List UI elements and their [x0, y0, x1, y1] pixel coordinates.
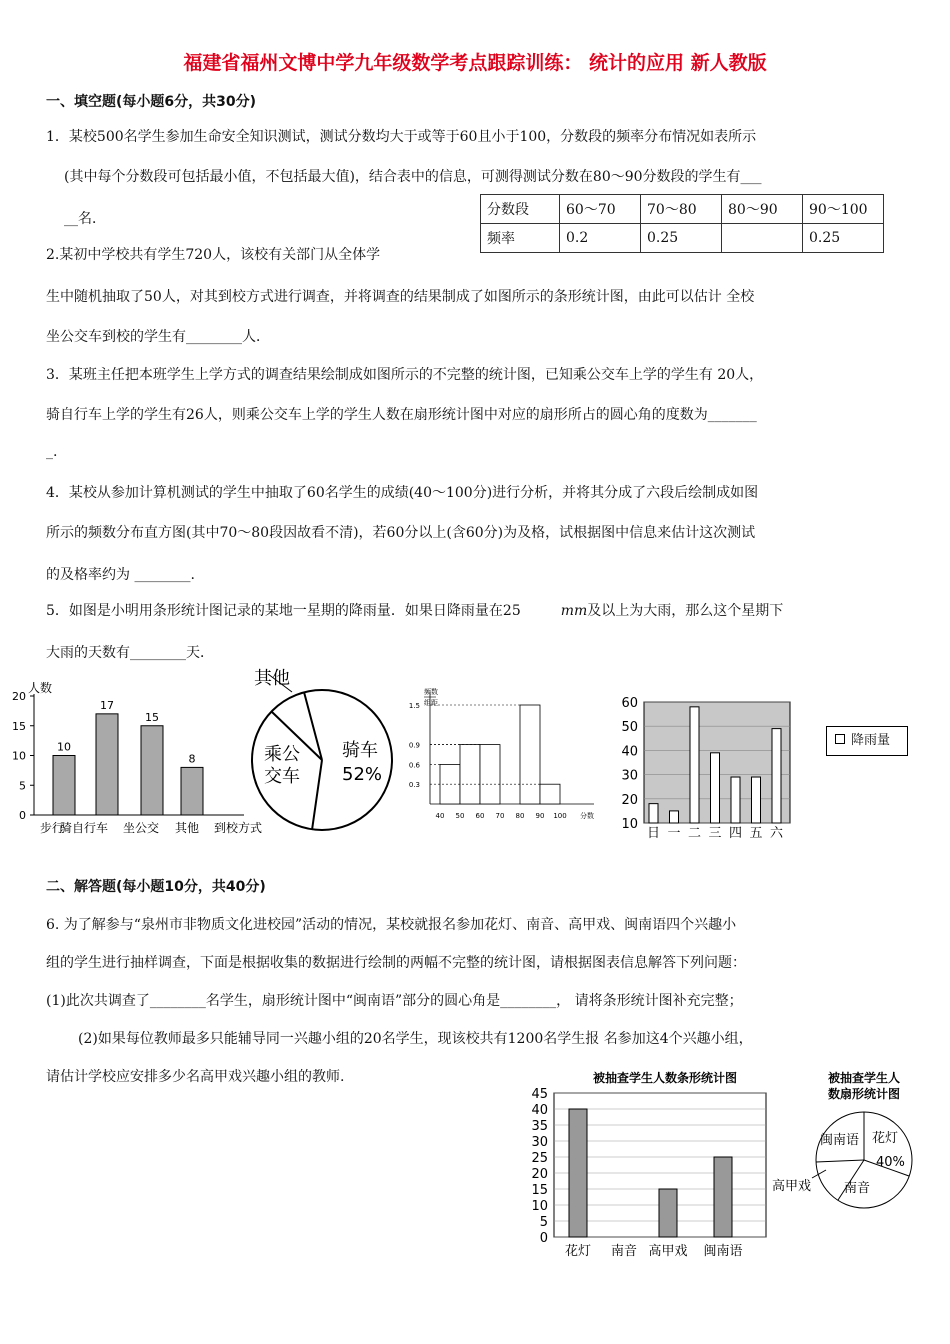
pie-label-gaojiaxi: 高甲戏 — [772, 1179, 812, 1194]
y-tick-label: 20 — [621, 792, 638, 808]
x-tick-label: 南音 — [610, 1244, 638, 1259]
table-cell: 90～100 — [803, 195, 884, 224]
table-cell — [722, 224, 803, 253]
y-tick-label: 5 — [19, 779, 26, 793]
y-tick-label: 0.3 — [408, 781, 420, 790]
q1-line-1: 1．某校500名学生参加生命安全知识测试，测试分数均大于或等于60且小于100，分数段的频率分布情况如表所示 — [46, 129, 757, 145]
q4-line-2: 所示的频数分布直方图(其中70～80段因故看不清)，若60分以上(含60分)为及格，试根据图中信息来估计这次测试 — [46, 525, 756, 541]
q6-line-4: (2)如果每位教师最多只能辅导同一兴趣小组的20名学生，现该校共有1200名学生报 名参加这4个兴趣小组， — [78, 1031, 753, 1047]
pie-label-bus-2: 交车 — [264, 766, 300, 787]
y-tick-label: 20 — [12, 690, 26, 703]
x-tick-label: 90 — [535, 812, 545, 820]
rainfall-legend — [826, 726, 908, 756]
y-tick-label: 30 — [531, 1135, 548, 1150]
x-tick-label: 步行 — [39, 821, 65, 835]
q1-line-2: (其中每个分数段可包括最小值，不包括最大值)，结合表中的信息，可测得测试分数在80～90分数段的学生有___ — [64, 169, 762, 185]
q5-unit: mm — [560, 603, 588, 619]
y-tick-label: 20 — [531, 1167, 548, 1182]
bar-value-label: 17 — [100, 698, 114, 712]
x-tick-label: 40 — [435, 812, 445, 820]
table-cell: 分数段 — [481, 195, 560, 224]
histogram-bar — [540, 784, 560, 804]
bar — [53, 756, 75, 816]
pie-label-minnanyu: 闽南语 — [820, 1133, 860, 1148]
x-tick-label: 其他 — [174, 821, 200, 835]
q2-line-2: 生中随机抽取了50人，对其到校方式进行调查，并将调查的结果制成了如图所示的条形统计图，由此可以估计 全校 — [46, 289, 755, 305]
y-axis-label-denominator: 组距 — [424, 699, 438, 707]
y-tick-label: 35 — [531, 1119, 548, 1134]
bar-value-label: 8 — [188, 752, 196, 766]
legend-swatch — [835, 734, 845, 744]
x-tick-label: 骑自行车 — [59, 821, 109, 835]
x-tick-label: 日 — [646, 826, 661, 840]
q6-line-5: 请估计学校应安排多少名高甲戏兴趣小组的教师. — [46, 1069, 345, 1085]
transport-pie-chart — [240, 662, 410, 840]
section-1-heading: 一、填空题(每小题6分，共30分) — [46, 94, 257, 110]
histogram-bar — [520, 705, 540, 804]
q1-line-3: __名． — [64, 211, 106, 227]
y-tick-label: 10 — [621, 817, 638, 832]
q5-line-2: 大雨的天数有________天． — [46, 645, 214, 661]
rainfall-bar-chart — [616, 690, 796, 840]
bar — [141, 726, 163, 815]
x-tick-label: 五 — [749, 826, 763, 840]
x-tick-label: 坐公交 — [122, 821, 160, 835]
q3-line-3: _. — [46, 444, 58, 460]
y-tick-label: 10 — [531, 1199, 548, 1214]
table-cell: 0.2 — [560, 224, 641, 253]
q5-text-a: 5．如图是小明用条形统计图记录的某地一星期的降雨量．如果日降雨量在25 — [46, 603, 521, 619]
y-tick-label: 0 — [539, 1231, 548, 1246]
x-tick-label: 60 — [475, 812, 485, 820]
bar — [731, 777, 740, 823]
table-cell: 0.25 — [803, 224, 884, 253]
q6-line-1: 6. 为了解参与“泉州市非物质文化进校园”活动的情况，某校就报名参加花灯、南音、高甲戏、闽南语四个兴趣小 — [46, 917, 737, 933]
x-axis-label: 到校方式 — [214, 821, 263, 835]
y-tick-label: 15 — [12, 719, 26, 733]
x-tick-label: 花灯 — [564, 1244, 592, 1259]
q5-line-1 — [46, 600, 783, 620]
x-tick-label: 高甲戏 — [648, 1244, 688, 1259]
bar-value-label: 10 — [57, 740, 71, 754]
bar — [649, 804, 658, 823]
y-tick-label: 0.6 — [408, 761, 420, 770]
x-tick-label: 六 — [769, 826, 784, 840]
x-tick-label: 50 — [455, 812, 465, 820]
pie-label-nanyin: 南音 — [844, 1181, 871, 1196]
transport-bar-chart — [4, 672, 274, 842]
y-tick-label: 5 — [539, 1215, 548, 1230]
pie-label-bus: 乘公 — [264, 744, 300, 765]
y-tick-label: 30 — [621, 768, 638, 784]
frequency-table — [480, 194, 884, 253]
q6-line-2: 组的学生进行抽样调查，下面是根据收集的数据进行绘制的两幅不完整的统计图，请根据图表信息解答下列问题： — [46, 955, 746, 971]
y-tick-label: 25 — [531, 1151, 548, 1166]
bar — [711, 753, 720, 823]
histogram-bar — [460, 745, 480, 804]
bar — [690, 707, 699, 823]
y-tick-label: 0.9 — [408, 741, 420, 750]
q6-line-3: (1)此次共调查了________名学生，扇形统计图中“闽南语”部分的圆心角是________， 请将条形统计图补充完整； — [46, 993, 743, 1009]
pie-label-bike-percent: 52% — [342, 764, 383, 785]
table-cell: 70～80 — [641, 195, 722, 224]
bar — [772, 729, 781, 823]
y-axis-label: 频数 — [424, 688, 438, 696]
bar — [181, 767, 203, 815]
x-tick-label: 80 — [515, 812, 525, 820]
pie-label-huadeng: 花灯 — [872, 1131, 899, 1146]
q3-line-2: 骑自行车上学的学生有26人，则乘公交车上学的学生人数在扇形统计图中对应的扇形所占的圆心角的度数为_______ — [46, 407, 757, 423]
q5-text-b: 及以上为大雨，那么这个星期下 — [587, 603, 784, 619]
q2-line-3: 坐公交车到校的学生有________人． — [46, 329, 270, 345]
chart-title-2: 数扇形统计图 — [827, 1087, 901, 1101]
pie-label-other: 其他 — [254, 668, 290, 689]
x-tick-label: 三 — [708, 826, 722, 840]
x-tick-label: 100 — [553, 812, 567, 820]
pie-label-bike: 骑车 — [342, 740, 378, 761]
y-tick-label: 1.5 — [408, 702, 420, 710]
table-cell: 0.25 — [641, 224, 722, 253]
bar — [96, 714, 118, 815]
x-tick-label: 闽南语 — [703, 1244, 743, 1259]
bar — [714, 1157, 732, 1237]
chart-title: 被抽查学生人数条形统计图 — [592, 1071, 738, 1085]
y-tick-label: 15 — [531, 1183, 548, 1198]
y-tick-label: 50 — [621, 720, 638, 736]
y-tick-label: 40 — [531, 1103, 548, 1118]
y-tick-label: 60 — [621, 696, 638, 711]
y-tick-label: 0 — [19, 809, 26, 822]
table-cell: 80～90 — [722, 195, 803, 224]
q3-line-1: 3．某班主任把本班学生上学方式的调查结果绘制成如图所示的不完整的统计图，已知乘公交车上学的学生有 20人， — [46, 367, 764, 383]
y-tick-label: 40 — [621, 744, 638, 760]
q2-line-1: 2.某初中学校共有学生720人，该校有关部门从全体学 — [46, 247, 381, 263]
y-tick-label: 10 — [12, 749, 26, 763]
chart-title: 被抽查学生人 — [827, 1071, 901, 1085]
x-tick-label: 四 — [728, 826, 743, 840]
histogram-bar — [480, 745, 500, 804]
interest-group-pie-chart — [768, 1066, 948, 1216]
bar — [752, 777, 761, 823]
table-cell: 60～70 — [560, 195, 641, 224]
y-tick-label: 45 — [531, 1087, 548, 1102]
page-title: 福建省福州文博中学九年级数学考点跟踪训练： 统计的应用 新人教版 — [183, 52, 767, 74]
score-histogram — [396, 684, 606, 832]
bar — [659, 1189, 677, 1237]
x-tick-label: 二 — [687, 826, 702, 840]
bar — [569, 1109, 587, 1237]
x-axis-label: 分数 — [580, 812, 594, 820]
x-tick-label: 70 — [495, 812, 505, 820]
table-row — [481, 195, 884, 224]
q4-line-3: 的及格率约为 ________. — [46, 567, 195, 583]
interest-group-bar-chart — [520, 1068, 780, 1262]
section-2-heading: 二、解答题(每小题10分，共40分) — [46, 879, 266, 895]
table-row — [481, 224, 884, 253]
x-tick-label: 一 — [667, 826, 681, 840]
legend-label: 降雨量 — [851, 733, 891, 748]
bar-value-label: 15 — [145, 710, 159, 724]
y-axis-label: 人数 — [28, 681, 53, 695]
table-cell: 频率 — [481, 224, 560, 253]
pie-label-percent: 40% — [876, 1155, 905, 1170]
q4-line-1: 4．某校从参加计算机测试的学生中抽取了60名学生的成绩(40～100分)进行分析，并将其分成了六段后绘制成如图 — [46, 485, 759, 501]
bar — [670, 811, 679, 823]
